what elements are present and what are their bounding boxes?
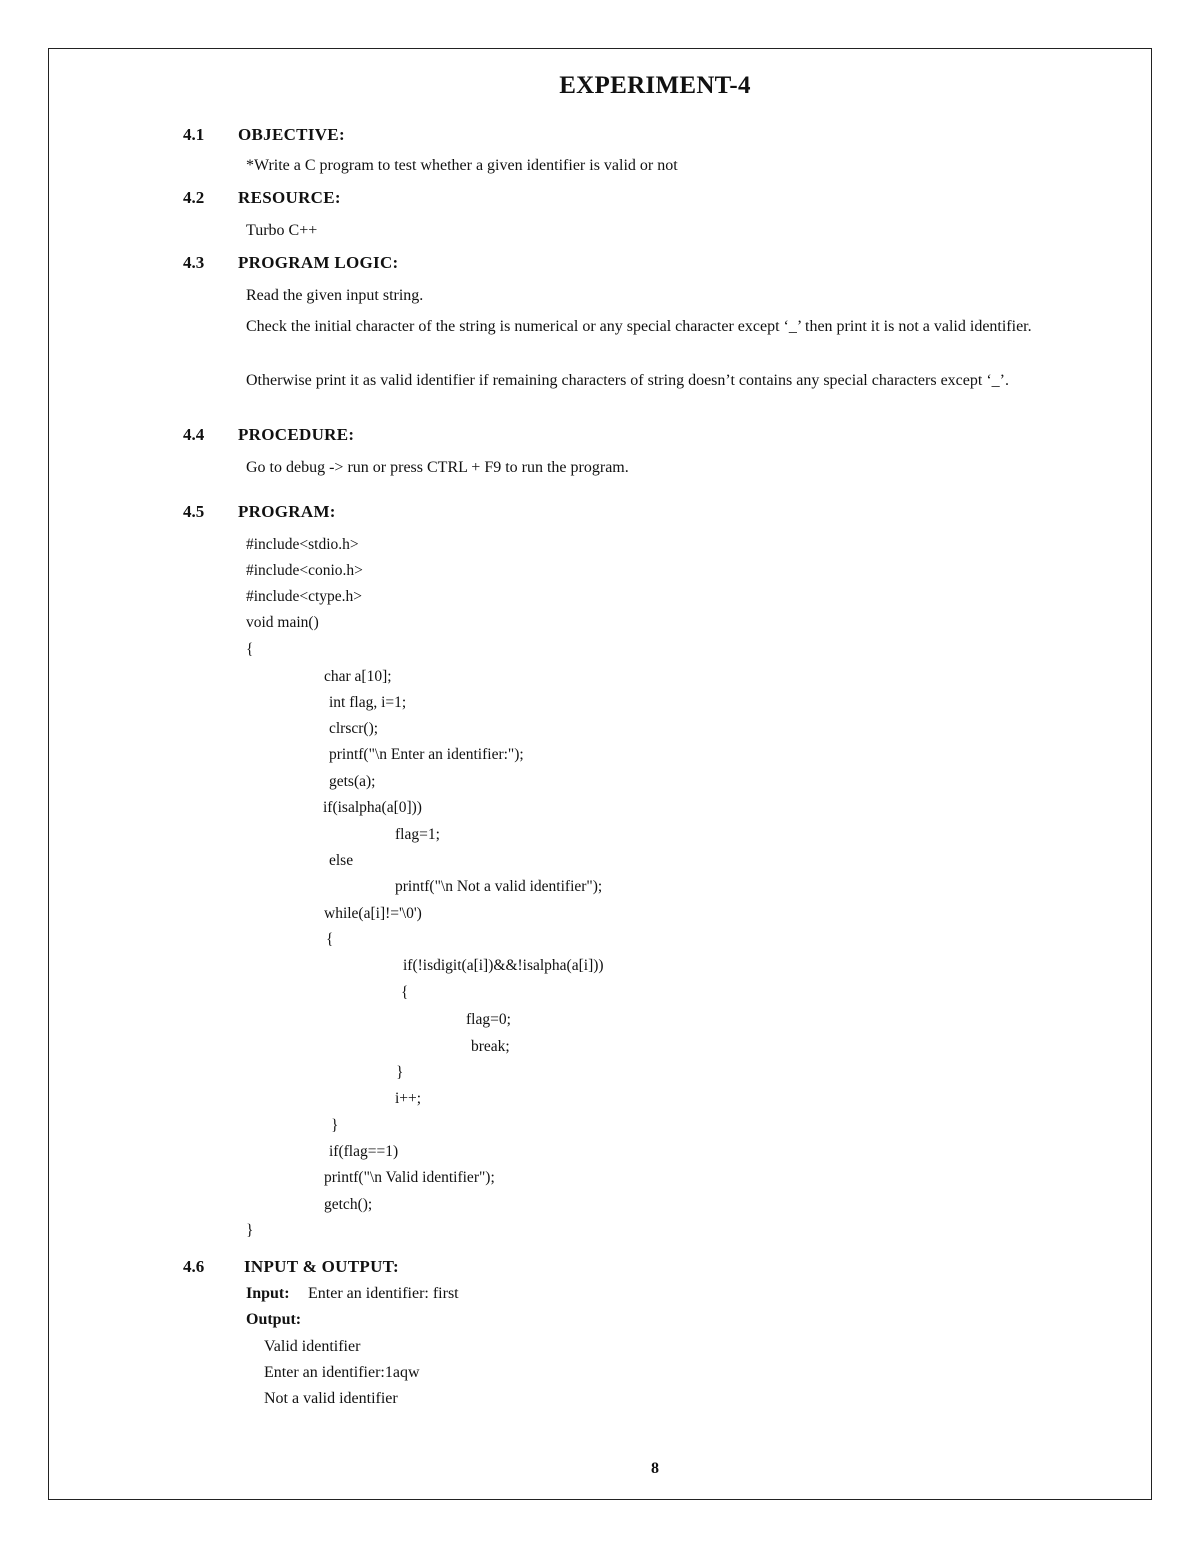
section-number-program: 4.5 <box>183 502 205 521</box>
code-line: gets(a); <box>329 773 376 790</box>
section-title-program: PROGRAM: <box>238 502 336 521</box>
section-title-io: INPUT & OUTPUT: <box>244 1257 399 1276</box>
output-label: Output: <box>246 1311 302 1328</box>
output-line: Not a valid identifier <box>264 1390 398 1407</box>
output-line: Valid identifier <box>264 1338 361 1355</box>
resource-text: Turbo C++ <box>246 222 318 239</box>
logic-paragraph-2: Check the initial character of the string is numerical or any special character except ‘_’ then print it is not a valid identifier. <box>246 318 1032 335</box>
code-line: } <box>331 1117 339 1134</box>
section-number-objective: 4.1 <box>183 125 205 144</box>
input-label: Input: <box>246 1285 290 1302</box>
section-title-objective: OBJECTIVE: <box>238 125 345 144</box>
code-line: } <box>396 1064 404 1081</box>
code-line: i++; <box>395 1090 422 1107</box>
section-title-resource: RESOURCE: <box>238 188 341 207</box>
logic-paragraph-1: Read the given input string. <box>246 287 424 304</box>
code-line: printf("\n Enter an identifier:"); <box>329 746 524 763</box>
code-line: getch(); <box>324 1196 373 1213</box>
code-line: break; <box>471 1038 510 1055</box>
code-line: while(a[i]!='\0') <box>324 905 422 922</box>
logic-paragraph-3: Otherwise print it as valid identifier if remaining characters of string doesn’t contains any special characters except ‘_’. <box>246 372 1009 389</box>
section-number-resource: 4.2 <box>183 188 205 207</box>
code-line: if(flag==1) <box>329 1143 399 1160</box>
code-line: char a[10]; <box>324 668 392 685</box>
code-line: } <box>246 1222 254 1239</box>
code-line: clrscr(); <box>329 720 379 737</box>
procedure-text: Go to debug -> run or press CTRL + F9 to run the program. <box>246 459 629 476</box>
page-title: EXPERIMENT-4 <box>559 72 751 99</box>
code-line: printf("\n Not a valid identifier"); <box>395 878 603 895</box>
code-line: printf("\n Valid identifier"); <box>324 1169 495 1186</box>
code-line: flag=0; <box>466 1011 511 1028</box>
section-title-procedure: PROCEDURE: <box>238 425 355 444</box>
code-line: #include<stdio.h> <box>246 536 359 553</box>
code-line: { <box>326 931 334 948</box>
code-line: #include<ctype.h> <box>246 588 363 605</box>
section-number-io: 4.6 <box>183 1257 205 1276</box>
code-line: if(!isdigit(a[i])&&!isalpha(a[i])) <box>403 957 604 974</box>
section-number-procedure: 4.4 <box>183 425 205 444</box>
section-number-logic: 4.3 <box>183 253 205 272</box>
code-line: { <box>246 641 254 658</box>
code-line: void main() <box>246 614 319 631</box>
page-border <box>48 48 1152 1500</box>
objective-text: *Write a C program to test whether a given identifier is valid or not <box>246 157 678 174</box>
code-line: #include<conio.h> <box>246 562 363 579</box>
code-line: if(isalpha(a[0])) <box>323 799 422 816</box>
section-title-logic: PROGRAM LOGIC: <box>238 253 399 272</box>
code-line: else <box>329 852 354 869</box>
input-value: Enter an identifier: first <box>308 1285 459 1302</box>
code-line: flag=1; <box>395 826 440 843</box>
output-line: Enter an identifier:1aqw <box>264 1364 420 1381</box>
code-line: { <box>401 984 409 1001</box>
page-number: 8 <box>651 1460 659 1477</box>
code-line: int flag, i=1; <box>329 694 407 711</box>
